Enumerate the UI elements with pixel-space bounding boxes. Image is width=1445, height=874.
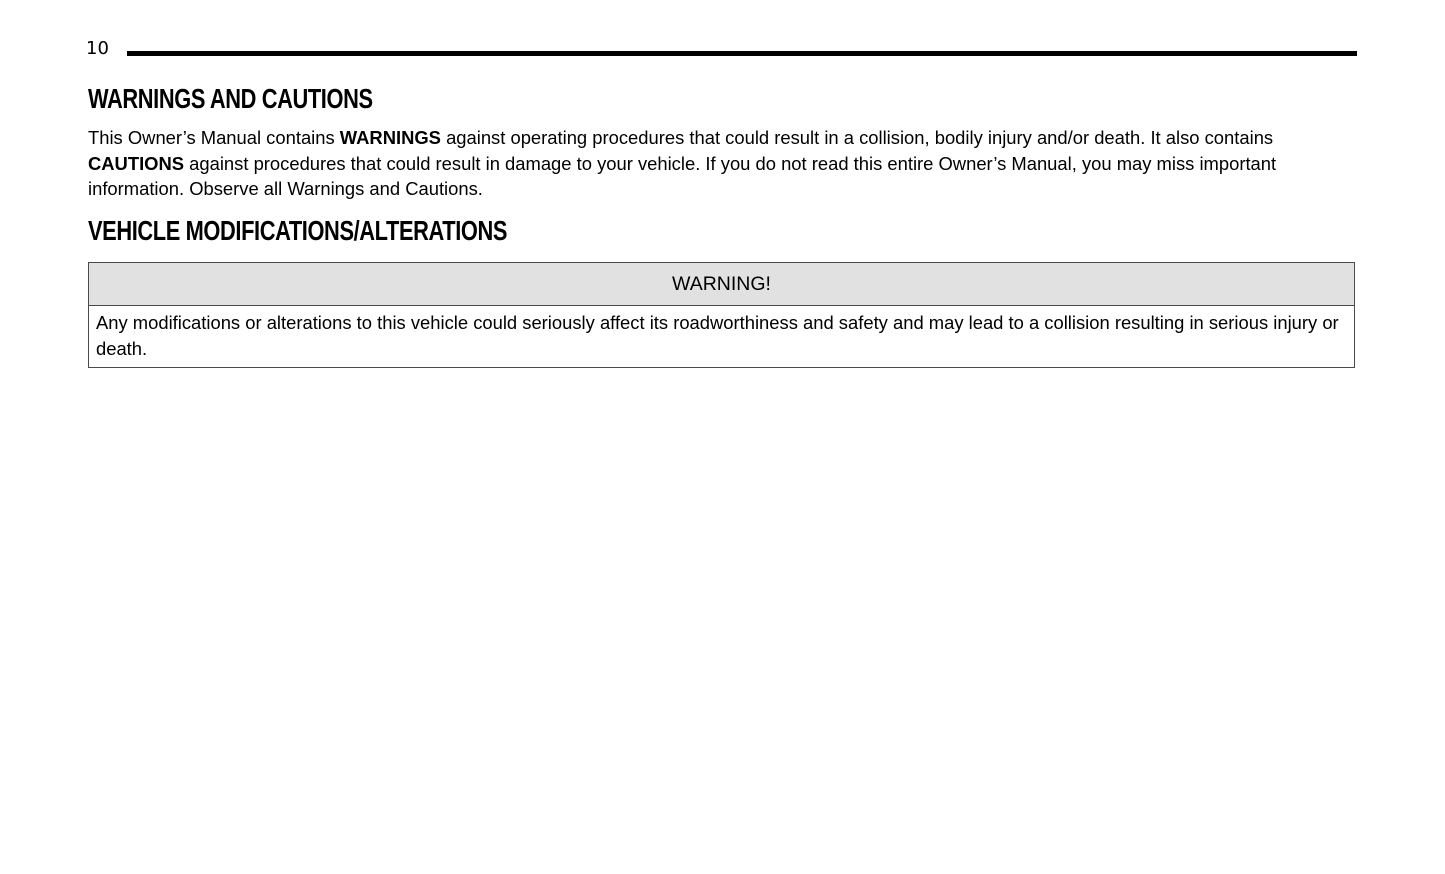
page-number: 10 <box>86 38 109 59</box>
header-rule <box>127 51 1357 56</box>
intro-text-2: against operating procedures that could result in a collision, bodily injury and/or death. It also contains <box>440 127 1274 148</box>
warning-header: WARNING! <box>89 263 1354 306</box>
intro-text-1: This Owner’s Manual contains <box>88 127 340 148</box>
intro-paragraph <box>88 125 1350 202</box>
intro-text-3: against procedures that could result in damage to your vehicle. If you do not read this entire Owner’s Manual, you may miss important information. Observe all Warnings and Cautions. <box>88 152 1277 199</box>
warning-box <box>88 262 1355 368</box>
intro-bold-cautions: CAUTIONS <box>88 152 185 174</box>
warning-body: Any modifications or alterations to this vehicle could seriously affect its roadworthiness and safety and may lead to a collision resulting in serious injury or death. <box>96 312 1339 359</box>
intro-bold-warnings: WARNINGS <box>339 127 441 148</box>
section-title-vehicle-modifications: VEHICLE MODIFICATIONS/ALTERATIONS <box>88 215 508 246</box>
section-title-warnings-and-cautions: WARNINGS AND CAUTIONS <box>88 83 373 114</box>
